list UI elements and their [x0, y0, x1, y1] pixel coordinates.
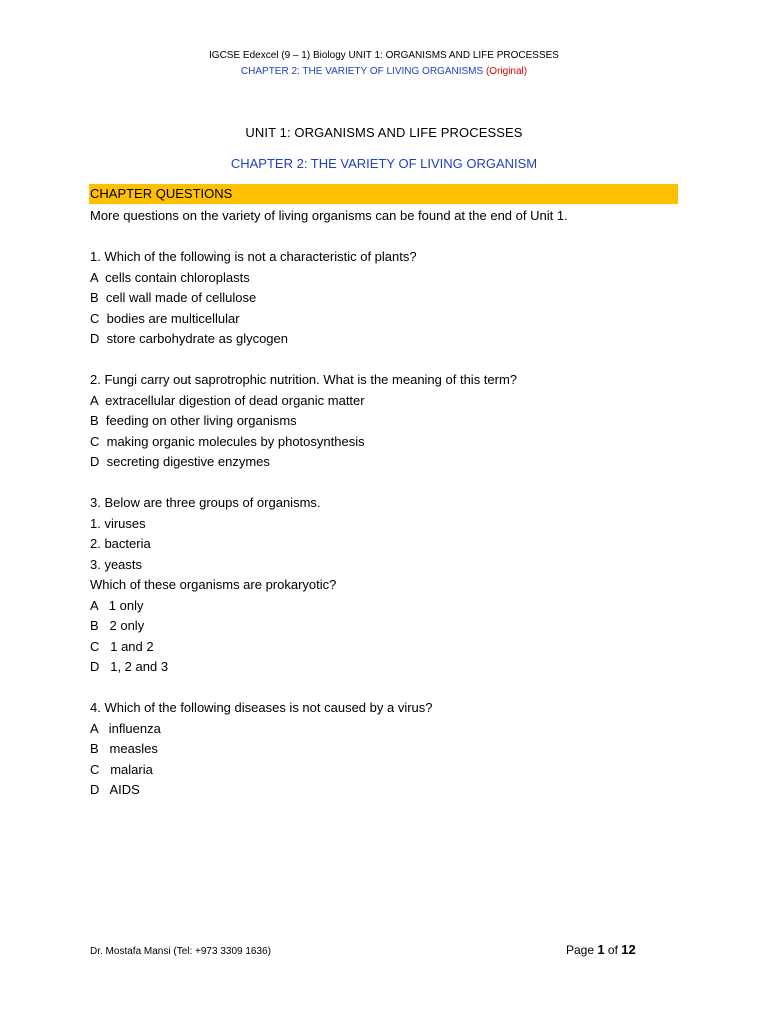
- section-heading: CHAPTER QUESTIONS: [90, 186, 233, 201]
- page-of-label: of: [604, 943, 622, 957]
- question-line: A influenza: [90, 720, 161, 736]
- question-stem: 2. Fungi carry out saprotrophic nutrition. What is the meaning of this term?: [90, 372, 518, 387]
- question-list: [90, 248, 690, 822]
- question-line: A extracellular digestion of dead organic matter: [90, 392, 365, 408]
- question-line: D store carbohydrate as glycogen: [90, 331, 288, 346]
- question-stem: 4. Which of the following diseases is not caused by a virus?: [90, 700, 433, 715]
- question-line: B measles: [90, 741, 158, 756]
- intro-text: More questions on the variety of living organisms can be found at the end of Unit 1.: [90, 208, 568, 223]
- question-block: [90, 494, 690, 679]
- question-line: 3. yeasts: [90, 556, 143, 572]
- section-heading-bar: [89, 184, 678, 204]
- question-block: [90, 699, 690, 802]
- footer-author: Dr. Mostafa Mansi (Tel: +973 3309 1636): [90, 946, 271, 957]
- chapter-title: CHAPTER 2: THE VARIETY OF LIVING ORGANISM: [230, 156, 538, 171]
- question-stem: 1. Which of the following is not a characteristic of plants?: [90, 249, 417, 264]
- question-line: 1. viruses: [90, 515, 146, 531]
- question-line: C bodies are multicellular: [90, 310, 240, 326]
- question-line: D AIDS: [90, 782, 140, 797]
- page-total: 12: [621, 942, 636, 957]
- question-line: C malaria: [90, 761, 153, 777]
- question-stem: 3. Below are three groups of organisms.: [90, 495, 321, 510]
- question-line: A cells contain chloroplasts: [90, 269, 250, 285]
- question-line: D 1, 2 and 3: [90, 659, 169, 674]
- question-line: Which of these organisms are prokaryotic?: [90, 577, 337, 592]
- running-header-chapter: CHAPTER 2: THE VARIETY OF LIVING ORGANISMS: [240, 66, 486, 77]
- question-line: D secreting digestive enzymes: [90, 454, 270, 469]
- question-line: C 1 and 2: [90, 638, 154, 654]
- question-line: B feeding on other living organisms: [90, 413, 297, 428]
- question-block: [90, 248, 690, 351]
- question-line: 2. bacteria: [90, 536, 151, 551]
- question-line: B cell wall made of cellulose: [90, 290, 257, 305]
- page-current: 1: [597, 942, 605, 957]
- question-block: [90, 371, 690, 474]
- question-line: B 2 only: [90, 618, 145, 633]
- page-label: Page: [566, 943, 598, 957]
- question-line: A 1 only: [90, 597, 144, 613]
- footer-page-number: [566, 942, 636, 958]
- running-header-line2: [0, 65, 768, 78]
- running-header-tag: (Original): [485, 66, 528, 77]
- question-line: C making organic molecules by photosynthesis: [90, 433, 365, 449]
- unit-title: UNIT 1: ORGANISMS AND LIFE PROCESSES: [245, 125, 523, 140]
- running-header-line1: IGCSE Edexcel (9 – 1) Biology UNIT 1: ORGANISMS AND LIFE PROCESSES: [209, 50, 559, 61]
